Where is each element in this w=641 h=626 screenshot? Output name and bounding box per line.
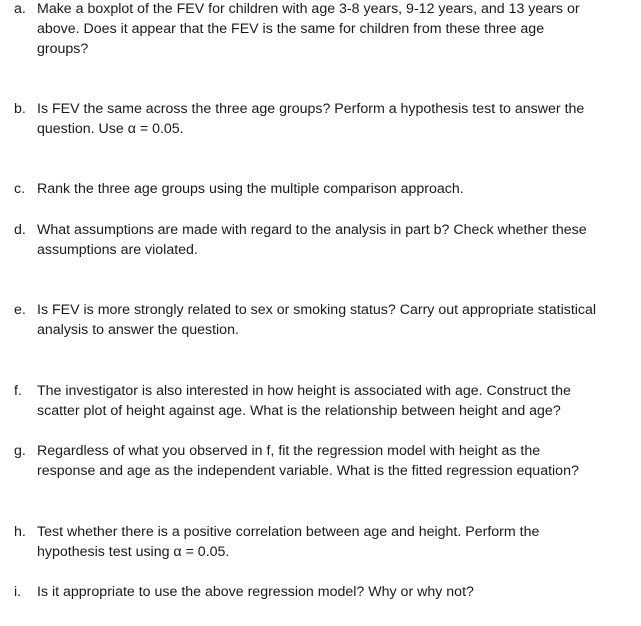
- question-text: Test whether there is a positive correlation between age and height. Perform the hypothesis test using α = 0.05.: [37, 524, 540, 560]
- question-letter: h.: [14, 524, 26, 540]
- question-text: Is it appropriate to use the above regression model? Why or why not?: [37, 584, 474, 600]
- question-letter: f.: [14, 383, 22, 399]
- question-letter: e.: [14, 302, 26, 318]
- question-text: Rank the three age groups using the multiple comparison approach.: [37, 181, 464, 197]
- question-letter: g.: [14, 443, 26, 459]
- question-letter: b.: [14, 101, 26, 117]
- question-text: Make a boxplot of the FEV for children with age 3-8 years, 9-12 years, and 13 years or above. Does it appear that the FEV is the same for children from these three age groups?: [37, 1, 580, 57]
- question-text: What assumptions are made with regard to the analysis in part b? Check whether these assumptions are violated.: [37, 222, 587, 258]
- question-text: Is FEV is more strongly related to sex or smoking status? Carry out appropriate statistical analysis to answer the question.: [37, 302, 597, 338]
- question-letter: c.: [14, 181, 26, 197]
- question-text: Regardless of what you observed in f, fit the regression model with height as the response and age as the independent variable. What is the fitted regression equation?: [37, 443, 579, 479]
- question-text: Is FEV the same across the three age groups? Perform a hypothesis test to answer the question. Use α = 0.05.: [37, 101, 585, 137]
- question-text: The investigator is also interested in how height is associated with age. Construct the scatter plot of height against age. What is the relationship between height and age?: [37, 383, 571, 419]
- question-letter: a.: [14, 1, 26, 17]
- question-letter: d.: [14, 222, 26, 238]
- question-letter: i.: [14, 584, 22, 600]
